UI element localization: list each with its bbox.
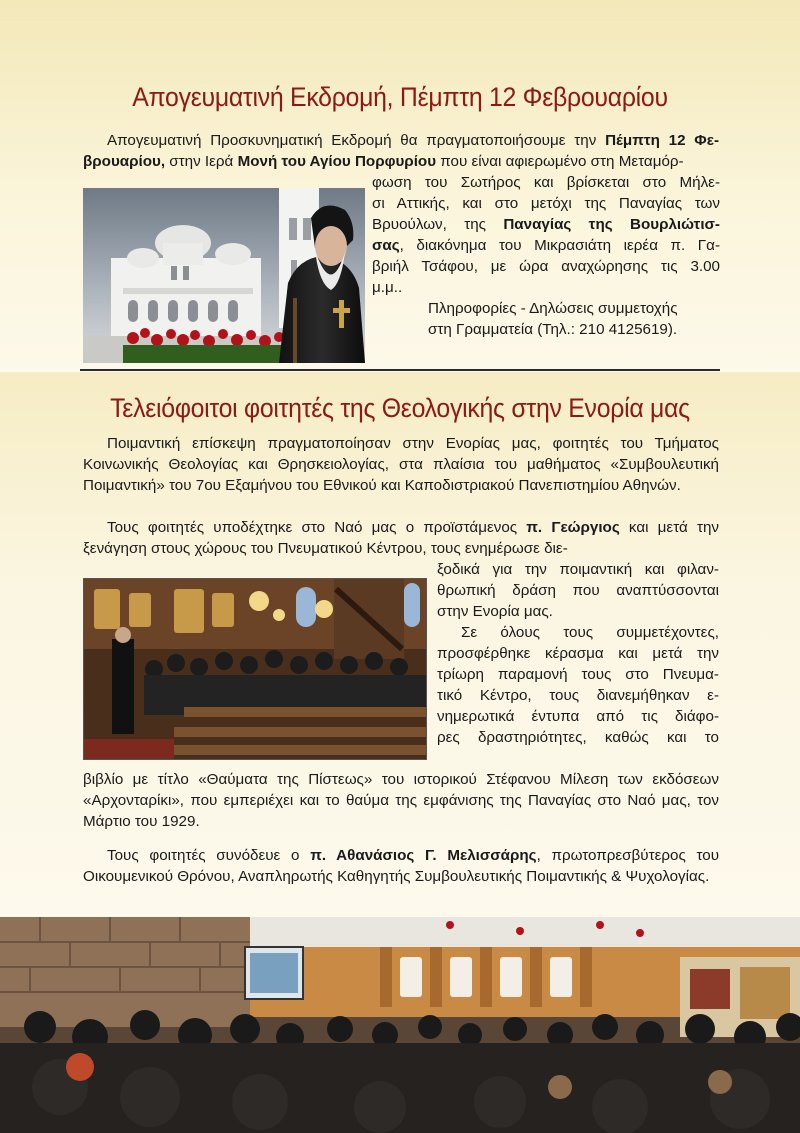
monastery-illustration [83, 188, 365, 363]
church-interior-photo [83, 578, 427, 760]
text-line: ρες δραστηριότητες, καθώς και το [437, 729, 719, 746]
church-interior-illustration [84, 579, 426, 759]
students-paragraph-2: Τους φοιτητές υποδέχτηκε στο Ναό μας ο προϊστάμενος π. Γεώργιος και μετά την ξενάγηση στους χώρους του Πνευματικού Κέντρου, τους ενημέρωσε διε- [83, 519, 719, 557]
students-paragraph-4: Τους φοιτητές συνόδευε ο π. Αθανάσιος Γ. Μελισσάρης, πρωτοπρεσβύτερος του Οικουμενικού Θρόνου, Αναπληρωτής Καθηγητής Συμβουλευτικής Ποιμαντικής & Ψυχολογίας. [83, 847, 720, 885]
monastery-photo [83, 188, 365, 363]
text-line: τικό Κέντρο, τους διανεμήθηκαν ε- [437, 687, 719, 704]
section-divider [80, 369, 720, 371]
text-line: φωση του Σωτήρος και βρίσκεται στο Μήλε- [372, 174, 720, 191]
excursion-side-text [372, 172, 720, 340]
students-title: Τελειόφοιτοι φοιτητές της Θεολογικής στην Ενορία μας [110, 393, 690, 423]
text-line: τρίωρη παραμονή τους στο Πνευμα- [437, 666, 719, 683]
students-side-text [437, 559, 719, 748]
text-line: ξοδικά για την ποιμαντική και φιλαν- [437, 561, 719, 578]
text-line: νημερωτικά έντυπα από τις διάφο- [437, 708, 719, 725]
students-paragraph-3: βιβλίο με τίτλο «Θαύματα της Πίστεως» του ιστορικού Στέφανου Μίλεση των εκδόσεων «Αρχονταρίκι», που εμπεριέχει και το θαύμα της εμφάνισης της Παναγίας στο Ναό μας, τον Μάρτιο του 1929. [83, 771, 719, 830]
text-line: θρωπική δράση που αναπτύσσονται [437, 582, 719, 599]
text-line: Σε όλους τους συμμετέχοντες, [461, 624, 719, 641]
students-paragraph-1: Ποιμαντική επίσκεψη πραγματοποίησαν στην Ενορίας μας, φοιτητές του Τμήματος Κοινωνικής Θεολογίας και Θρησκειολογίας, στα πλαίσια του μαθήματος «Συμβουλευτική Ποιμαντική» του 7ου Εξαμήνου του Εθνικού και Καποδιστριακού Πανεπιστημίου Αθηνών. [83, 435, 719, 494]
text-line: σι Αττικής, και στο μετόχι της Παναγίας των [372, 195, 720, 212]
text-line: προσφέρθηκε κέρασμα και μετά την [437, 645, 719, 662]
info-line: στη Γραμματεία (Τηλ.: 210 4125619). [428, 321, 678, 338]
excursion-title: Απογευματινή Εκδρομή, Πέμπτη 12 Φεβρουαρίου [132, 82, 668, 112]
text-line: βριήλ Τσάφου, με ώρα αναχώρησης τις 3.00 [372, 258, 720, 275]
text-line: μ.μ.. [372, 279, 403, 296]
text-line: σας, διακόνημα του Μικρασιάτη ιερέα π. Γα- [372, 237, 720, 254]
text-line: Βρυούλων, της Παναγίας της Βουρλιώτισ- [372, 216, 720, 233]
hall-gathering-photo [0, 917, 800, 1133]
text-line: στην Ενορία μας. [437, 603, 553, 620]
excursion-paragraph: Απογευματινή Προσκυνηματική Εκδρομή θα πραγματοποιήσουμε την Πέμπτη 12 Φε- βρουαρίου, στην Ιερά Μονή του Αγίου Πορφυρίου που είναι αφιερωμένο στη Μεταμόρ- [83, 132, 720, 170]
hall-gathering-illustration [0, 917, 800, 1133]
info-line: Πληροφορίες - Δηλώσεις συμμετοχής [428, 300, 678, 317]
